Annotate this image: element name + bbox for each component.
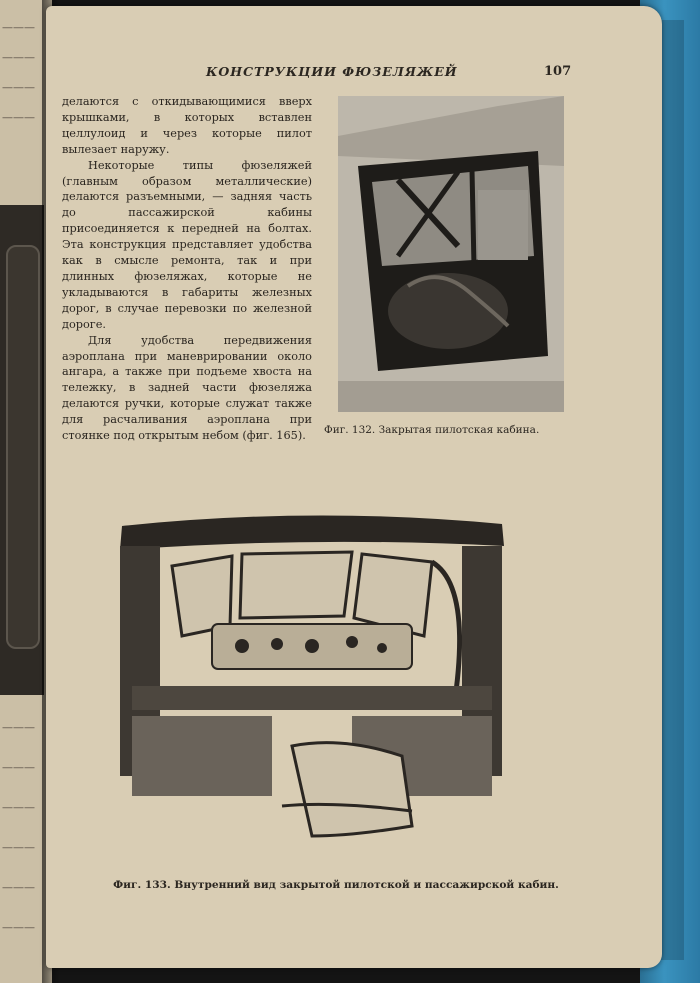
running-header: КОНСТРУКЦИИ ФЮЗЕЛЯЖЕЙ — [206, 64, 458, 79]
left-page-photo — [0, 205, 44, 695]
figure-152-photo — [338, 96, 564, 412]
left-page-text: ——— — [2, 841, 35, 854]
left-page-text: ——— — [2, 721, 35, 734]
left-page-text: ——— — [2, 881, 35, 894]
paragraph-3: Для удобства передвижения аэроплана при маневрировании около ангара, а также при подъеме хвоста на тележку, в задней части фюзеляжа делаются ручки, которые служат также для расчаливания аэроплана при стоянке под открытым небом (фиг. 165). — [62, 333, 312, 443]
left-page-text: ——— — [2, 761, 35, 774]
left-page-text: ——— — [2, 81, 35, 94]
left-page-text: ——— — [2, 51, 35, 64]
page-number: 107 — [544, 64, 572, 79]
book-page — [46, 6, 662, 968]
paragraph-2: Некоторые типы фюзеляжей (главным образом металлические) делаются разъемными, — задняя часть до пассажирской кабины присоединяется к передней на болтах. Эта конструкция представляет удобства как в смысле ремонта, так и при длинных фюзеляжах, которые не укладываются в габариты железных дорог, в случае перевозки по железной дороге. — [62, 158, 312, 331]
figure-153-illustration — [112, 506, 510, 856]
left-page-text: ——— — [2, 801, 35, 814]
text-column — [62, 94, 312, 444]
paragraph-1: делаются с откидывающимися вверх крышками, в которых вставлен целлулоид и через которые пилот вылезает наружу. — [62, 95, 312, 156]
left-page-text: ——— — [2, 111, 35, 124]
figure-153-caption: Фиг. 133. Внутренний вид закрытой пилотской и пассажирской кабин. — [113, 879, 559, 891]
figure-152-caption: Фиг. 132. Закрытая пилотская кабина. — [324, 424, 540, 436]
left-page-text: ——— — [2, 921, 35, 934]
left-page-text: ——— — [2, 21, 35, 34]
